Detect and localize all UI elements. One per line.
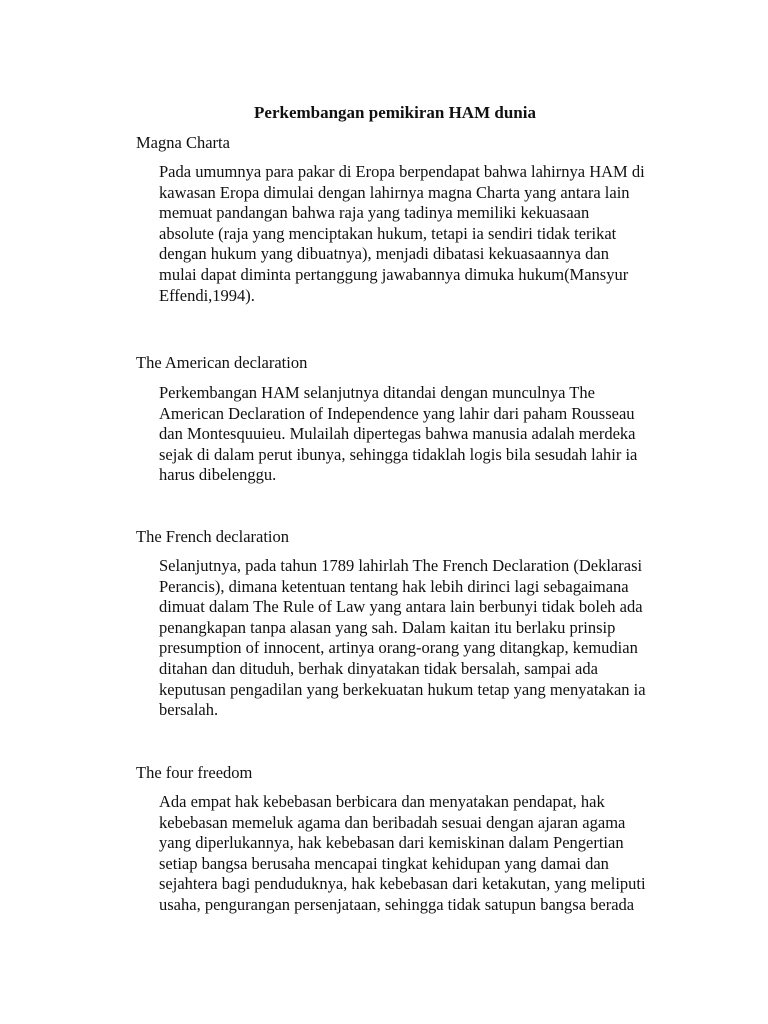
paragraph-line: Pada umumnya para pakar di Eropa berpendapat bahwa lahirnya HAM di [159, 162, 645, 181]
paragraph-line: sejahtera bagi penduduknya, hak kebebasan dari ketakutan, yang meliputi [159, 874, 646, 894]
paragraph-line: Selanjutnya, pada tahun 1789 lahirlah The French Declaration (Deklarasi [159, 556, 643, 575]
paragraph-line: Perkembangan HAM selanjutnya ditandai dengan munculnya The [159, 383, 595, 402]
paragraph-line: sejak di dalam perut ibunya, sehingga tidaklah logis bila sesudah lahir ia [159, 444, 638, 464]
section-paragraph-magna-charta [159, 162, 699, 306]
paragraph-line: mulai dapat diminta pertanggung jawabannya dimuka hukum(Mansyur [159, 264, 629, 284]
paragraph-line: American Declaration of Independence yang lahir dari paham Rousseau [159, 403, 635, 423]
paragraph-line: memuat pandangan bahwa raja yang tadinya memiliki kekuasaan [159, 203, 590, 223]
paragraph-line: usaha, pengurangan persenjataan, sehingga tidak satupun bangsa berada [159, 894, 635, 914]
section-heading-four-freedom: The four freedom [136, 763, 253, 782]
paragraph-line: dengan hukum yang dibuatnya), menjadi dibatasi kekuasaannya dan [159, 244, 609, 264]
paragraph-line: keputusan pengadilan yang berkekuatan hukum tetap yang menyatakan ia [159, 679, 646, 699]
paragraph-line: dimuat dalam The Rule of Law yang antara lain berbunyi tidak boleh ada [159, 597, 643, 617]
paragraph-line: Effendi,1994). [159, 285, 255, 305]
paragraph-line: yang diperlukannya, hak kebebasan dari kemiskinan dalam Pengertian [159, 833, 624, 853]
section-paragraph-four-freedom [159, 792, 699, 916]
document-title: Perkembangan pemikiran HAM dunia [254, 103, 536, 122]
paragraph-line: ditahan dan dituduh, berhak dinyatakan tidak bersalah, sampai ada [159, 658, 598, 678]
paragraph-line: Ada empat hak kebebasan berbicara dan menyatakan pendapat, hak [159, 792, 605, 811]
paragraph-line: absolute (raja yang menciptakan hukum, tetapi ia sendiri tidak terikat [159, 223, 617, 243]
section-heading-french-declaration: The French declaration [136, 527, 290, 546]
paragraph-line: kawasan Eropa dimulai dengan lahirnya magna Charta yang antara lain [159, 182, 630, 202]
section-paragraph-american-declaration [159, 383, 699, 486]
paragraph-line: penangkapan tanpa alasan yang sah. Dalam kaitan itu berlaku prinsip [159, 617, 616, 637]
paragraph-line: dan Montesquuieu. Mulailah dipertegas bahwa manusia adalah merdeka [159, 424, 636, 444]
paragraph-line: kebebasan memeluk agama dan beribadah sesuai dengan ajaran agama [159, 812, 626, 832]
section-heading-american-declaration: The American declaration [136, 353, 308, 372]
paragraph-line: harus dibelenggu. [159, 465, 277, 485]
section-heading-magna-charta: Magna Charta [136, 133, 230, 152]
paragraph-line: Perancis), dimana ketentuan tentang hak lebih dirinci lagi sebagaimana [159, 576, 629, 596]
paragraph-line: bersalah. [159, 700, 219, 720]
section-paragraph-french-declaration [159, 556, 699, 721]
paragraph-line: setiap bangsa berusaha mencapai tingkat kehidupan yang damai dan [159, 853, 609, 873]
paragraph-line: presumption of innocent, artinya orang-orang yang ditangkap, kemudian [159, 638, 638, 658]
